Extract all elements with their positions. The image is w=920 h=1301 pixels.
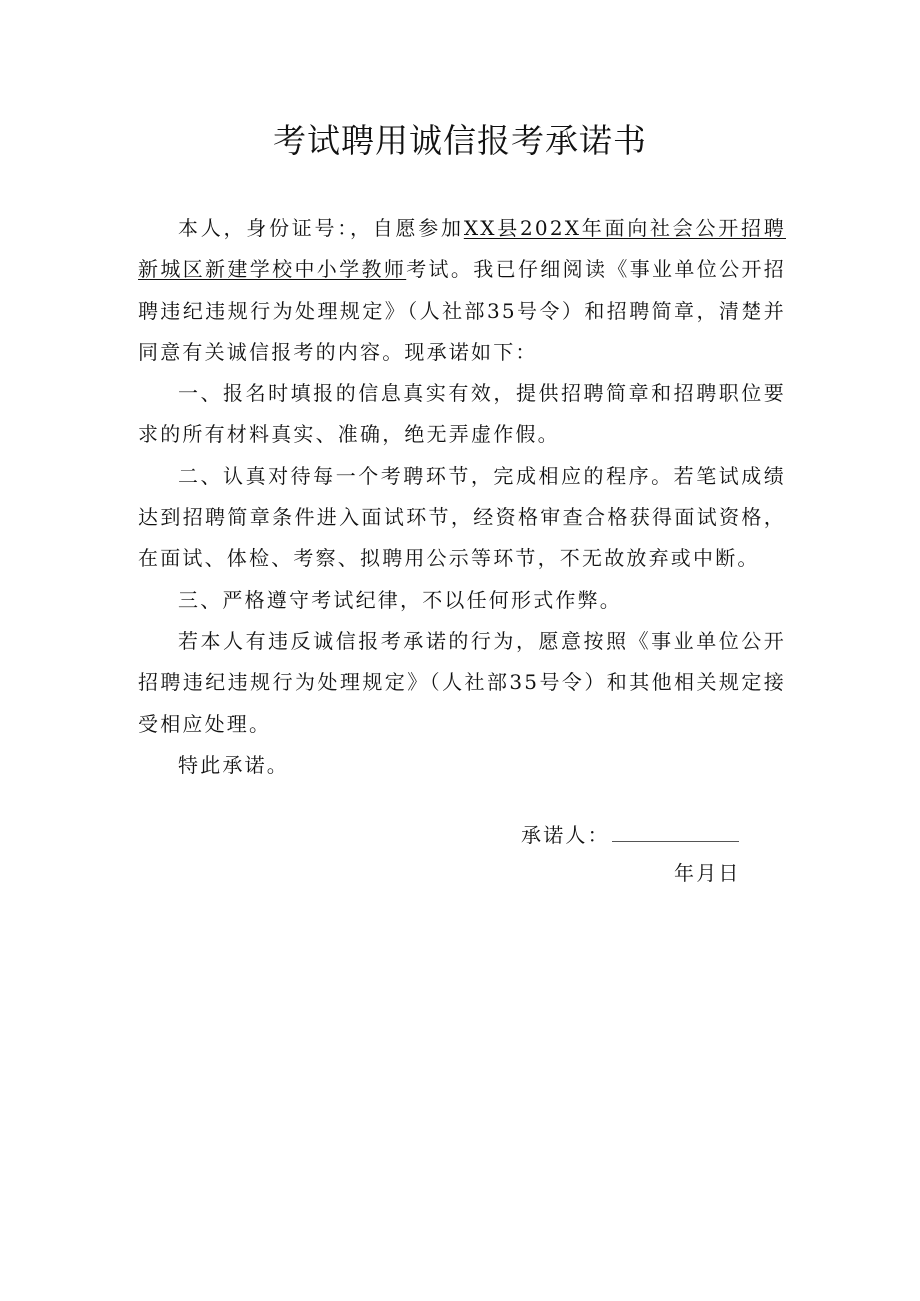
- document-title: 考试聘用诚信报考承诺书: [273, 121, 647, 160]
- signature-line: [612, 815, 739, 842]
- closing-statement: 特此承诺。: [178, 752, 289, 777]
- exam-name: XX县202X年面向社会公开招聘新城区新建学校中小学教师: [138, 216, 786, 282]
- intro-prefix: 本人，身份证号：，自愿参加: [178, 216, 464, 240]
- commitment-item-2: 二、认真对待每一个考聘环节，完成相应的程序。若笔试成绩达到招聘简章条件进入面试环节，经资格审查合格获得面试资格，在面试、体检、考察、拟聘用公示等环节，不无故放弃或中断。: [138, 463, 786, 571]
- signature-block: [521, 815, 746, 856]
- breach-clause: 若本人有违反诚信报考承诺的行为，愿意按照《事业单位公开招聘违纪违规行为处理规定》（人社部35号令）和其他相关规定接受相应处理。: [138, 628, 786, 736]
- signer-label: 承诺人：: [521, 823, 610, 847]
- commitment-item-1: 一、报名时填报的信息真实有效，提供招聘简章和招聘职位要求的所有材料真实、准确，绝无弄虚作假。: [138, 381, 786, 447]
- date-label: 年月日: [674, 861, 741, 885]
- intro-suffix: 考试。我已仔细阅读《事业单位公开招聘违纪违规行为处理规定》（人社部35号令）和招聘简章，清楚并同意有关诚信报考的内容。现承诺如下：: [138, 257, 786, 364]
- commitment-item-3: 三、严格遵守考试纪律，不以任何形式作弊。: [178, 587, 622, 612]
- intro-paragraph: [138, 208, 786, 373]
- document-body: [138, 208, 786, 786]
